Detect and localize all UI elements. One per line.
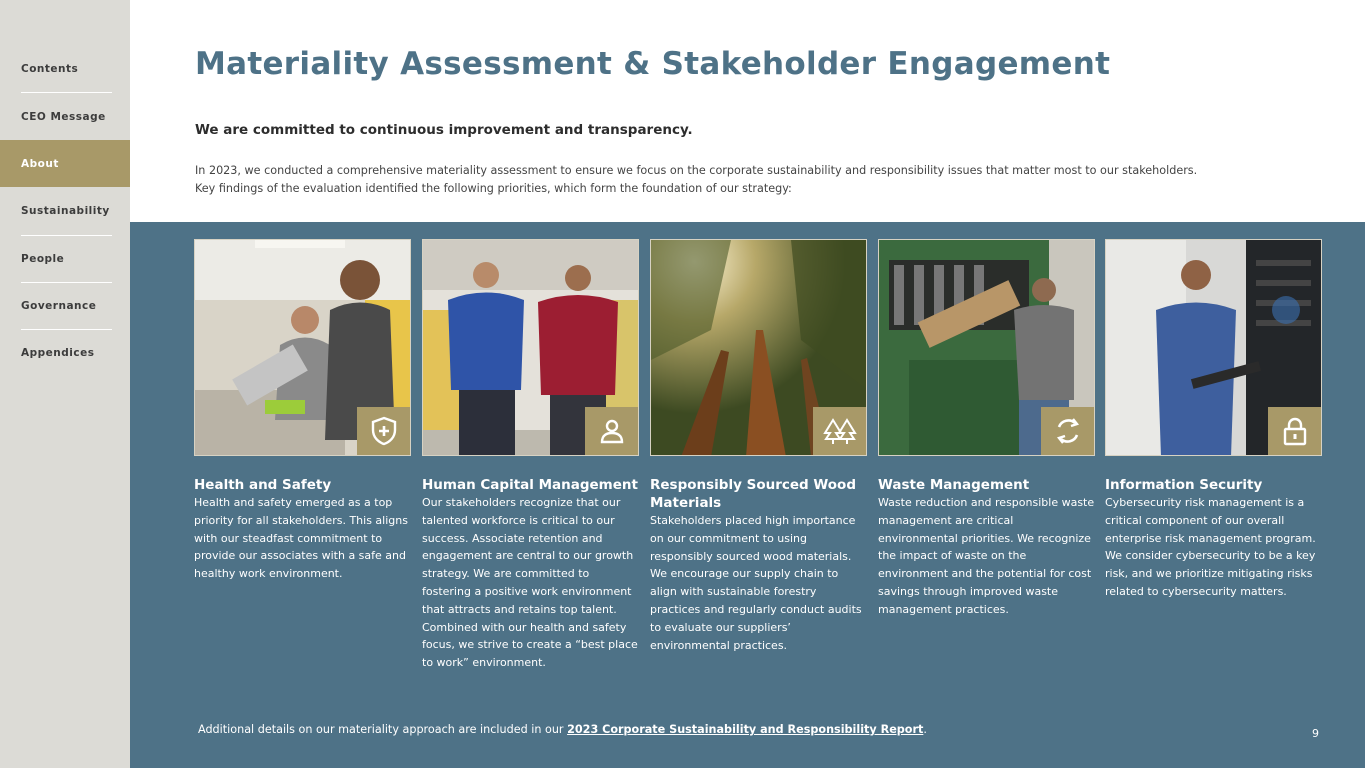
footer-text: Additional details on our materiality approach are included in our <box>198 723 568 736</box>
sidebar-item-contents[interactable]: Contents <box>21 62 79 75</box>
sidebar-item-appendices[interactable]: Appendices <box>21 346 95 359</box>
photo-wood-materials <box>650 239 867 456</box>
photo-health-safety <box>194 239 411 456</box>
sidebar-item-governance[interactable]: Governance <box>21 299 97 312</box>
sidebar <box>0 0 130 768</box>
photo-human-capital <box>422 239 639 456</box>
footer-note <box>198 723 927 736</box>
recycle-icon <box>1053 416 1083 446</box>
intro-paragraph <box>195 162 1275 198</box>
person-icon <box>598 417 626 445</box>
priority-card-information-security <box>1105 239 1322 601</box>
badge <box>1268 407 1321 455</box>
card-title: Health and Safety <box>194 477 332 493</box>
badge <box>813 407 866 455</box>
page-number: 9 <box>1312 727 1319 740</box>
sidebar-item-sustainability[interactable]: Sustainability <box>21 204 110 217</box>
card-text: Health and safety emerged as a top priority for all stakeholders. This aligns with our steadfast commitment to provide our associates with a safe and healthy work environment. <box>194 496 408 581</box>
card-title: Information Security <box>1105 477 1263 493</box>
card-title: Responsibly Sourced Wood Materials <box>650 477 857 511</box>
shield-plus-icon <box>370 416 398 446</box>
intro-line-1: In 2023, we conducted a comprehensive materiality assessment to ensure we focus on the corporate sustainability and responsibility issues that matter most to our stakeholders. <box>195 164 1198 177</box>
card-title: Human Capital Management <box>422 477 638 493</box>
priority-card-health-safety <box>194 239 411 583</box>
intro-line-2: Key findings of the evaluation identified the following priorities, which form the foundation of our strategy: <box>195 182 792 195</box>
card-title: Waste Management <box>878 477 1030 493</box>
card-text: Stakeholders placed high importance on our commitment to using responsibly sourced wood materials. We encourage our supply chain to align with sustainable forestry practices and regularly conduct audits to evaluate our suppliers’ environmental practices. <box>650 514 862 652</box>
card-text: Waste reduction and responsible waste management are critical environmental priorities. We recognize the impact of waste on the environment and the potential for cost savings through improved waste management practices. <box>878 496 1095 616</box>
photo-waste-management <box>878 239 1095 456</box>
priority-card-waste-management <box>878 239 1095 619</box>
photo-information-security <box>1105 239 1322 456</box>
sidebar-item-people[interactable]: People <box>21 252 65 265</box>
badge <box>585 407 638 455</box>
badge <box>1041 407 1094 455</box>
page-title: Materiality Assessment & Stakeholder Engagement <box>195 46 1111 82</box>
badge <box>357 407 410 455</box>
priority-card-human-capital <box>422 239 639 672</box>
priority-card-wood-materials <box>650 239 867 654</box>
report-link[interactable]: 2023 Corporate Sustainability and Responsibility Report <box>567 723 924 736</box>
trees-icon <box>823 417 857 445</box>
sidebar-item-about[interactable]: About <box>0 140 130 187</box>
card-text: Cybersecurity risk management is a critical component of our overall enterprise risk management program. We consider cybersecurity to be a key risk, and we prioritize mitigating risks related to cybersecurity matters. <box>1105 496 1316 598</box>
sidebar-item-ceo-message[interactable]: CEO Message <box>21 110 106 123</box>
card-text: Our stakeholders recognize that our talented workforce is critical to our success. Associate retention and engagement are central to our growth strategy. We are committed to fostering a positive work environment that attracts and retains top talent. Combined with our health and safety focus, we strive to create a “best place to work” environment. <box>422 496 638 670</box>
page-subtitle: We are committed to continuous improvement and transparency. <box>195 122 693 138</box>
lock-icon <box>1282 416 1308 446</box>
footer-text-end: . <box>923 723 927 736</box>
